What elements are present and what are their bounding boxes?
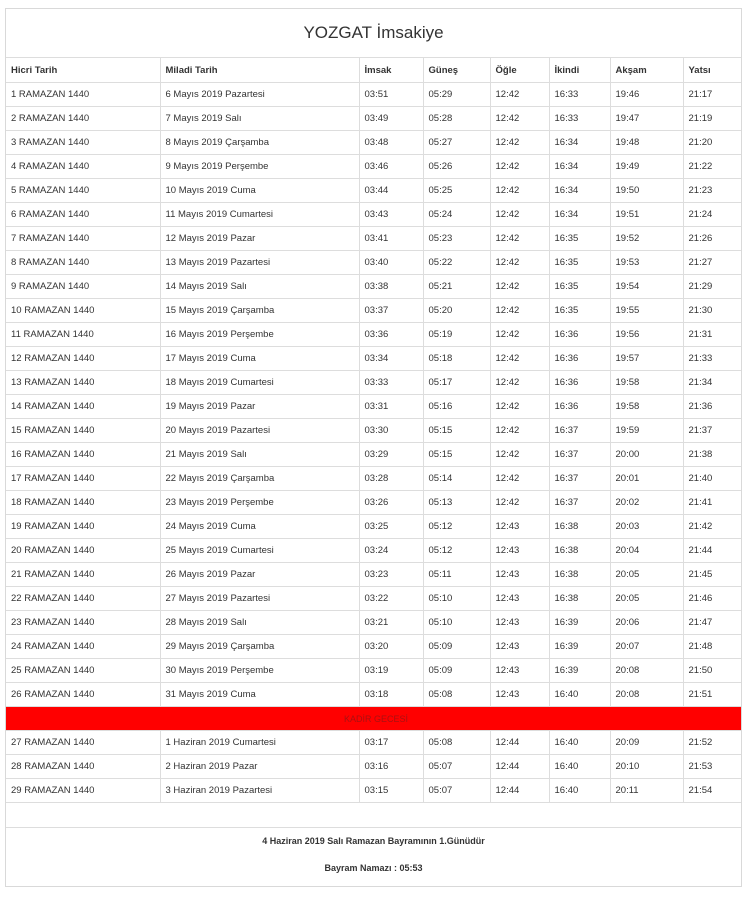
hicri-date-cell: 1 RAMAZAN 1440 bbox=[6, 83, 160, 107]
ikindi-cell: 16:35 bbox=[549, 299, 610, 323]
table-row bbox=[6, 683, 741, 707]
ikindi-cell: 16:40 bbox=[549, 755, 610, 779]
imsak-cell: 03:51 bbox=[359, 83, 423, 107]
ikindi-cell: 16:37 bbox=[549, 491, 610, 515]
bayram-namazi-text: Bayram Namazı : 05:53 bbox=[324, 863, 423, 873]
imsak-cell: 03:18 bbox=[359, 683, 423, 707]
miladi-date-cell: 13 Mayıs 2019 Pazartesi bbox=[160, 251, 359, 275]
imsak-cell: 03:38 bbox=[359, 275, 423, 299]
table-row bbox=[6, 203, 741, 227]
miladi-date-cell: 2 Haziran 2019 Pazar bbox=[160, 755, 359, 779]
table-body bbox=[6, 83, 741, 803]
imsak-cell: 03:21 bbox=[359, 611, 423, 635]
column-header-imsak: İmsak bbox=[359, 58, 423, 83]
column-header-ikindi: İkindi bbox=[549, 58, 610, 83]
ogle-cell: 12:44 bbox=[490, 731, 549, 755]
yatsi-cell: 21:44 bbox=[683, 539, 741, 563]
yatsi-cell: 21:54 bbox=[683, 779, 741, 803]
ogle-cell: 12:44 bbox=[490, 755, 549, 779]
table-row bbox=[6, 155, 741, 179]
gunes-cell: 05:11 bbox=[423, 563, 490, 587]
aksam-cell: 20:05 bbox=[610, 587, 683, 611]
aksam-cell: 19:50 bbox=[610, 179, 683, 203]
aksam-cell: 20:08 bbox=[610, 683, 683, 707]
miladi-date-cell: 12 Mayıs 2019 Pazar bbox=[160, 227, 359, 251]
miladi-date-cell: 27 Mayıs 2019 Pazartesi bbox=[160, 587, 359, 611]
miladi-date-cell: 10 Mayıs 2019 Cuma bbox=[160, 179, 359, 203]
gunes-cell: 05:15 bbox=[423, 419, 490, 443]
ikindi-cell: 16:39 bbox=[549, 635, 610, 659]
aksam-cell: 19:58 bbox=[610, 395, 683, 419]
ikindi-cell: 16:38 bbox=[549, 587, 610, 611]
miladi-date-cell: 18 Mayıs 2019 Cumartesi bbox=[160, 371, 359, 395]
imsak-cell: 03:37 bbox=[359, 299, 423, 323]
ikindi-cell: 16:39 bbox=[549, 659, 610, 683]
yatsi-cell: 21:50 bbox=[683, 659, 741, 683]
miladi-date-cell: 14 Mayıs 2019 Salı bbox=[160, 275, 359, 299]
aksam-cell: 20:04 bbox=[610, 539, 683, 563]
ogle-cell: 12:42 bbox=[490, 179, 549, 203]
hicri-date-cell: 16 RAMAZAN 1440 bbox=[6, 443, 160, 467]
table-row bbox=[6, 83, 741, 107]
aksam-cell: 20:08 bbox=[610, 659, 683, 683]
hicri-date-cell: 5 RAMAZAN 1440 bbox=[6, 179, 160, 203]
gunes-cell: 05:12 bbox=[423, 539, 490, 563]
yatsi-cell: 21:45 bbox=[683, 563, 741, 587]
yatsi-cell: 21:34 bbox=[683, 371, 741, 395]
gunes-cell: 05:23 bbox=[423, 227, 490, 251]
miladi-date-cell: 9 Mayıs 2019 Perşembe bbox=[160, 155, 359, 179]
imsak-cell: 03:22 bbox=[359, 587, 423, 611]
imsak-cell: 03:46 bbox=[359, 155, 423, 179]
hicri-date-cell: 17 RAMAZAN 1440 bbox=[6, 467, 160, 491]
hicri-date-cell: 29 RAMAZAN 1440 bbox=[6, 779, 160, 803]
aksam-cell: 19:52 bbox=[610, 227, 683, 251]
hicri-date-cell: 3 RAMAZAN 1440 bbox=[6, 131, 160, 155]
miladi-date-cell: 21 Mayıs 2019 Salı bbox=[160, 443, 359, 467]
table-row bbox=[6, 251, 741, 275]
yatsi-cell: 21:51 bbox=[683, 683, 741, 707]
aksam-cell: 19:55 bbox=[610, 299, 683, 323]
hicri-date-cell: 20 RAMAZAN 1440 bbox=[6, 539, 160, 563]
hicri-date-cell: 14 RAMAZAN 1440 bbox=[6, 395, 160, 419]
table-row bbox=[6, 635, 741, 659]
gunes-cell: 05:27 bbox=[423, 131, 490, 155]
hicri-date-cell: 13 RAMAZAN 1440 bbox=[6, 371, 160, 395]
yatsi-cell: 21:30 bbox=[683, 299, 741, 323]
table-row bbox=[6, 587, 741, 611]
miladi-date-cell: 19 Mayıs 2019 Pazar bbox=[160, 395, 359, 419]
ogle-cell: 12:42 bbox=[490, 491, 549, 515]
imsak-cell: 03:31 bbox=[359, 395, 423, 419]
yatsi-cell: 21:19 bbox=[683, 107, 741, 131]
ogle-cell: 12:43 bbox=[490, 587, 549, 611]
imsak-cell: 03:30 bbox=[359, 419, 423, 443]
miladi-date-cell: 25 Mayıs 2019 Cumartesi bbox=[160, 539, 359, 563]
hicri-date-cell: 28 RAMAZAN 1440 bbox=[6, 755, 160, 779]
table-row bbox=[6, 371, 741, 395]
bayram-date-text: 4 Haziran 2019 Salı Ramazan Bayramının 1.Günüdür bbox=[262, 836, 485, 846]
miladi-date-cell: 16 Mayıs 2019 Perşembe bbox=[160, 323, 359, 347]
gunes-cell: 05:14 bbox=[423, 467, 490, 491]
imsakiye-table bbox=[6, 58, 741, 803]
yatsi-cell: 21:33 bbox=[683, 347, 741, 371]
yatsi-cell: 21:52 bbox=[683, 731, 741, 755]
gunes-cell: 05:16 bbox=[423, 395, 490, 419]
miladi-date-cell: 24 Mayıs 2019 Cuma bbox=[160, 515, 359, 539]
ogle-cell: 12:42 bbox=[490, 419, 549, 443]
kadir-gecesi-row bbox=[6, 707, 741, 731]
imsak-cell: 03:48 bbox=[359, 131, 423, 155]
imsak-cell: 03:41 bbox=[359, 227, 423, 251]
aksam-cell: 19:49 bbox=[610, 155, 683, 179]
gunes-cell: 05:28 bbox=[423, 107, 490, 131]
ikindi-cell: 16:36 bbox=[549, 371, 610, 395]
gunes-cell: 05:19 bbox=[423, 323, 490, 347]
yatsi-cell: 21:37 bbox=[683, 419, 741, 443]
ikindi-cell: 16:37 bbox=[549, 467, 610, 491]
imsak-cell: 03:20 bbox=[359, 635, 423, 659]
imsak-cell: 03:28 bbox=[359, 467, 423, 491]
table-row bbox=[6, 731, 741, 755]
ikindi-cell: 16:33 bbox=[549, 83, 610, 107]
imsak-cell: 03:23 bbox=[359, 563, 423, 587]
table-row bbox=[6, 275, 741, 299]
gunes-cell: 05:12 bbox=[423, 515, 490, 539]
ogle-cell: 12:43 bbox=[490, 659, 549, 683]
hicri-date-cell: 23 RAMAZAN 1440 bbox=[6, 611, 160, 635]
gunes-cell: 05:10 bbox=[423, 587, 490, 611]
aksam-cell: 19:56 bbox=[610, 323, 683, 347]
ogle-cell: 12:42 bbox=[490, 275, 549, 299]
imsak-cell: 03:16 bbox=[359, 755, 423, 779]
table-row bbox=[6, 443, 741, 467]
column-header-ogle: Öğle bbox=[490, 58, 549, 83]
table-row bbox=[6, 659, 741, 683]
aksam-cell: 19:54 bbox=[610, 275, 683, 299]
miladi-date-cell: 15 Mayıs 2019 Çarşamba bbox=[160, 299, 359, 323]
miladi-date-cell: 30 Mayıs 2019 Perşembe bbox=[160, 659, 359, 683]
imsak-cell: 03:19 bbox=[359, 659, 423, 683]
column-header-hicri: Hicri Tarih bbox=[6, 58, 160, 83]
gunes-cell: 05:17 bbox=[423, 371, 490, 395]
table-row bbox=[6, 491, 741, 515]
gunes-cell: 05:21 bbox=[423, 275, 490, 299]
table-row bbox=[6, 107, 741, 131]
table-row bbox=[6, 467, 741, 491]
imsak-cell: 03:36 bbox=[359, 323, 423, 347]
aksam-cell: 20:10 bbox=[610, 755, 683, 779]
hicri-date-cell: 7 RAMAZAN 1440 bbox=[6, 227, 160, 251]
yatsi-cell: 21:48 bbox=[683, 635, 741, 659]
ikindi-cell: 16:37 bbox=[549, 419, 610, 443]
hicri-date-cell: 27 RAMAZAN 1440 bbox=[6, 731, 160, 755]
imsak-cell: 03:25 bbox=[359, 515, 423, 539]
ikindi-cell: 16:34 bbox=[549, 131, 610, 155]
table-row bbox=[6, 419, 741, 443]
ikindi-cell: 16:40 bbox=[549, 779, 610, 803]
ogle-cell: 12:42 bbox=[490, 443, 549, 467]
miladi-date-cell: 8 Mayıs 2019 Çarşamba bbox=[160, 131, 359, 155]
aksam-cell: 19:58 bbox=[610, 371, 683, 395]
ogle-cell: 12:42 bbox=[490, 155, 549, 179]
yatsi-cell: 21:31 bbox=[683, 323, 741, 347]
gunes-cell: 05:20 bbox=[423, 299, 490, 323]
ogle-cell: 12:42 bbox=[490, 371, 549, 395]
gunes-cell: 05:29 bbox=[423, 83, 490, 107]
aksam-cell: 20:09 bbox=[610, 731, 683, 755]
ikindi-cell: 16:34 bbox=[549, 203, 610, 227]
ogle-cell: 12:42 bbox=[490, 347, 549, 371]
yatsi-cell: 21:26 bbox=[683, 227, 741, 251]
gunes-cell: 05:18 bbox=[423, 347, 490, 371]
table-header-row bbox=[6, 58, 741, 83]
table-row bbox=[6, 299, 741, 323]
hicri-date-cell: 4 RAMAZAN 1440 bbox=[6, 155, 160, 179]
hicri-date-cell: 15 RAMAZAN 1440 bbox=[6, 419, 160, 443]
imsakiye-panel bbox=[5, 8, 742, 887]
ikindi-cell: 16:38 bbox=[549, 563, 610, 587]
table-row bbox=[6, 779, 741, 803]
yatsi-cell: 21:27 bbox=[683, 251, 741, 275]
hicri-date-cell: 12 RAMAZAN 1440 bbox=[6, 347, 160, 371]
imsak-cell: 03:34 bbox=[359, 347, 423, 371]
gunes-cell: 05:09 bbox=[423, 635, 490, 659]
ikindi-cell: 16:36 bbox=[549, 323, 610, 347]
ikindi-cell: 16:40 bbox=[549, 731, 610, 755]
miladi-date-cell: 26 Mayıs 2019 Pazar bbox=[160, 563, 359, 587]
imsak-cell: 03:43 bbox=[359, 203, 423, 227]
ikindi-cell: 16:35 bbox=[549, 251, 610, 275]
yatsi-cell: 21:36 bbox=[683, 395, 741, 419]
yatsi-cell: 21:46 bbox=[683, 587, 741, 611]
miladi-date-cell: 3 Haziran 2019 Pazartesi bbox=[160, 779, 359, 803]
miladi-date-cell: 6 Mayıs 2019 Pazartesi bbox=[160, 83, 359, 107]
gunes-cell: 05:24 bbox=[423, 203, 490, 227]
hicri-date-cell: 26 RAMAZAN 1440 bbox=[6, 683, 160, 707]
ikindi-cell: 16:38 bbox=[549, 539, 610, 563]
table-row bbox=[6, 131, 741, 155]
ikindi-cell: 16:39 bbox=[549, 611, 610, 635]
page-title: YOZGAT İmsakiye bbox=[6, 9, 741, 58]
ikindi-cell: 16:35 bbox=[549, 227, 610, 251]
hicri-date-cell: 2 RAMAZAN 1440 bbox=[6, 107, 160, 131]
ogle-cell: 12:42 bbox=[490, 83, 549, 107]
ogle-cell: 12:42 bbox=[490, 251, 549, 275]
gunes-cell: 05:07 bbox=[423, 779, 490, 803]
aksam-cell: 20:02 bbox=[610, 491, 683, 515]
aksam-cell: 19:47 bbox=[610, 107, 683, 131]
hicri-date-cell: 6 RAMAZAN 1440 bbox=[6, 203, 160, 227]
hicri-date-cell: 10 RAMAZAN 1440 bbox=[6, 299, 160, 323]
kadir-gecesi-label: KADİR GECESİ bbox=[6, 707, 741, 731]
table-row bbox=[6, 227, 741, 251]
imsak-cell: 03:26 bbox=[359, 491, 423, 515]
ogle-cell: 12:43 bbox=[490, 683, 549, 707]
footer-note bbox=[6, 836, 741, 873]
gunes-cell: 05:08 bbox=[423, 731, 490, 755]
ogle-cell: 12:43 bbox=[490, 563, 549, 587]
yatsi-cell: 21:22 bbox=[683, 155, 741, 179]
yatsi-cell: 21:29 bbox=[683, 275, 741, 299]
hicri-date-cell: 8 RAMAZAN 1440 bbox=[6, 251, 160, 275]
aksam-cell: 20:11 bbox=[610, 779, 683, 803]
yatsi-cell: 21:47 bbox=[683, 611, 741, 635]
aksam-cell: 20:03 bbox=[610, 515, 683, 539]
imsak-cell: 03:15 bbox=[359, 779, 423, 803]
miladi-date-cell: 23 Mayıs 2019 Perşembe bbox=[160, 491, 359, 515]
table-row bbox=[6, 395, 741, 419]
miladi-date-cell: 28 Mayıs 2019 Salı bbox=[160, 611, 359, 635]
hicri-date-cell: 19 RAMAZAN 1440 bbox=[6, 515, 160, 539]
aksam-cell: 20:06 bbox=[610, 611, 683, 635]
aksam-cell: 20:07 bbox=[610, 635, 683, 659]
hicri-date-cell: 18 RAMAZAN 1440 bbox=[6, 491, 160, 515]
ikindi-cell: 16:36 bbox=[549, 347, 610, 371]
imsak-cell: 03:40 bbox=[359, 251, 423, 275]
gunes-cell: 05:25 bbox=[423, 179, 490, 203]
gunes-cell: 05:15 bbox=[423, 443, 490, 467]
imsak-cell: 03:49 bbox=[359, 107, 423, 131]
miladi-date-cell: 17 Mayıs 2019 Cuma bbox=[160, 347, 359, 371]
ogle-cell: 12:42 bbox=[490, 107, 549, 131]
ogle-cell: 12:42 bbox=[490, 131, 549, 155]
miladi-date-cell: 11 Mayıs 2019 Cumartesi bbox=[160, 203, 359, 227]
ikindi-cell: 16:33 bbox=[549, 107, 610, 131]
ogle-cell: 12:43 bbox=[490, 635, 549, 659]
miladi-date-cell: 31 Mayıs 2019 Cuma bbox=[160, 683, 359, 707]
ogle-cell: 12:42 bbox=[490, 203, 549, 227]
miladi-date-cell: 1 Haziran 2019 Cumartesi bbox=[160, 731, 359, 755]
gunes-cell: 05:08 bbox=[423, 683, 490, 707]
imsak-cell: 03:44 bbox=[359, 179, 423, 203]
aksam-cell: 20:00 bbox=[610, 443, 683, 467]
yatsi-cell: 21:17 bbox=[683, 83, 741, 107]
hicri-date-cell: 22 RAMAZAN 1440 bbox=[6, 587, 160, 611]
ogle-cell: 12:42 bbox=[490, 227, 549, 251]
aksam-cell: 19:53 bbox=[610, 251, 683, 275]
hicri-date-cell: 11 RAMAZAN 1440 bbox=[6, 323, 160, 347]
table-row bbox=[6, 347, 741, 371]
aksam-cell: 20:01 bbox=[610, 467, 683, 491]
table-row bbox=[6, 179, 741, 203]
aksam-cell: 19:51 bbox=[610, 203, 683, 227]
table-row bbox=[6, 539, 741, 563]
yatsi-cell: 21:42 bbox=[683, 515, 741, 539]
column-header-gunes: Güneş bbox=[423, 58, 490, 83]
ogle-cell: 12:43 bbox=[490, 515, 549, 539]
aksam-cell: 19:48 bbox=[610, 131, 683, 155]
yatsi-cell: 21:20 bbox=[683, 131, 741, 155]
aksam-cell: 19:59 bbox=[610, 419, 683, 443]
gunes-cell: 05:22 bbox=[423, 251, 490, 275]
ikindi-cell: 16:35 bbox=[549, 275, 610, 299]
table-row bbox=[6, 755, 741, 779]
ikindi-cell: 16:34 bbox=[549, 179, 610, 203]
hicri-date-cell: 21 RAMAZAN 1440 bbox=[6, 563, 160, 587]
gunes-cell: 05:13 bbox=[423, 491, 490, 515]
table-row bbox=[6, 563, 741, 587]
ogle-cell: 12:42 bbox=[490, 323, 549, 347]
imsak-cell: 03:24 bbox=[359, 539, 423, 563]
ogle-cell: 12:43 bbox=[490, 539, 549, 563]
hicri-date-cell: 25 RAMAZAN 1440 bbox=[6, 659, 160, 683]
imsak-cell: 03:29 bbox=[359, 443, 423, 467]
column-header-aksam: Akşam bbox=[610, 58, 683, 83]
miladi-date-cell: 7 Mayıs 2019 Salı bbox=[160, 107, 359, 131]
ogle-cell: 12:42 bbox=[490, 299, 549, 323]
ikindi-cell: 16:37 bbox=[549, 443, 610, 467]
gunes-cell: 05:26 bbox=[423, 155, 490, 179]
ikindi-cell: 16:40 bbox=[549, 683, 610, 707]
yatsi-cell: 21:24 bbox=[683, 203, 741, 227]
miladi-date-cell: 22 Mayıs 2019 Çarşamba bbox=[160, 467, 359, 491]
table-row bbox=[6, 323, 741, 347]
imsak-cell: 03:33 bbox=[359, 371, 423, 395]
table-row bbox=[6, 515, 741, 539]
hicri-date-cell: 9 RAMAZAN 1440 bbox=[6, 275, 160, 299]
column-header-yatsi: Yatsı bbox=[683, 58, 741, 83]
yatsi-cell: 21:53 bbox=[683, 755, 741, 779]
hicri-date-cell: 24 RAMAZAN 1440 bbox=[6, 635, 160, 659]
ikindi-cell: 16:38 bbox=[549, 515, 610, 539]
miladi-date-cell: 29 Mayıs 2019 Çarşamba bbox=[160, 635, 359, 659]
column-header-miladi: Miladi Tarih bbox=[160, 58, 359, 83]
table-spacer-row bbox=[6, 803, 741, 828]
miladi-date-cell: 20 Mayıs 2019 Pazartesi bbox=[160, 419, 359, 443]
ogle-cell: 12:42 bbox=[490, 467, 549, 491]
ikindi-cell: 16:34 bbox=[549, 155, 610, 179]
ikindi-cell: 16:36 bbox=[549, 395, 610, 419]
aksam-cell: 19:46 bbox=[610, 83, 683, 107]
yatsi-cell: 21:41 bbox=[683, 491, 741, 515]
yatsi-cell: 21:38 bbox=[683, 443, 741, 467]
aksam-cell: 19:57 bbox=[610, 347, 683, 371]
table-row bbox=[6, 611, 741, 635]
ogle-cell: 12:43 bbox=[490, 611, 549, 635]
aksam-cell: 20:05 bbox=[610, 563, 683, 587]
gunes-cell: 05:07 bbox=[423, 755, 490, 779]
yatsi-cell: 21:40 bbox=[683, 467, 741, 491]
imsak-cell: 03:17 bbox=[359, 731, 423, 755]
gunes-cell: 05:09 bbox=[423, 659, 490, 683]
ogle-cell: 12:44 bbox=[490, 779, 549, 803]
yatsi-cell: 21:23 bbox=[683, 179, 741, 203]
ogle-cell: 12:42 bbox=[490, 395, 549, 419]
gunes-cell: 05:10 bbox=[423, 611, 490, 635]
